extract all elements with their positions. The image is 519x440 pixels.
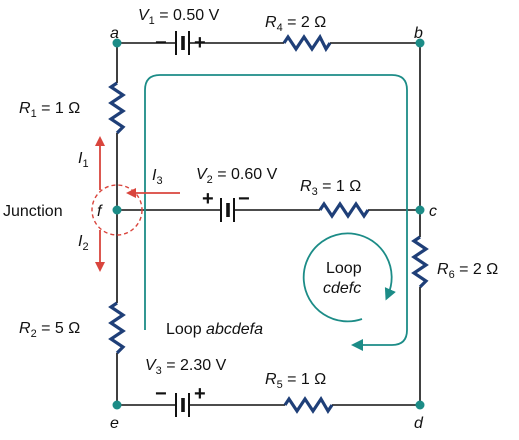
resistor-r5 bbox=[285, 399, 332, 411]
node-e bbox=[113, 401, 122, 410]
v2-minus-sign: − bbox=[238, 188, 250, 210]
r6-label: $R_6 = 2$ Ω bbox=[437, 261, 499, 281]
node-label-b: b bbox=[414, 25, 423, 42]
loop-abcdefa-label: Loop abcdefa bbox=[166, 321, 263, 338]
r5-label: $R_5 = 1$ Ω bbox=[265, 371, 327, 391]
r4-label: $R_4 = 2$ Ω bbox=[265, 14, 327, 34]
i3-label: $I_3$ bbox=[152, 167, 163, 187]
resistor-r3 bbox=[320, 204, 368, 216]
resistor-r1 bbox=[111, 83, 123, 133]
node-label-f: f bbox=[97, 203, 102, 220]
resistor-r2 bbox=[111, 303, 123, 353]
v3-label: $V_3 = 2.30$ V bbox=[145, 357, 227, 377]
v1-minus-sign: − bbox=[155, 32, 167, 54]
resistor-r4 bbox=[284, 37, 330, 49]
r3-label: $R_3 = 1$ Ω bbox=[300, 178, 362, 198]
node-d bbox=[416, 401, 425, 410]
loop-cdefc-label-line1: Loop bbox=[326, 260, 362, 277]
loop-cdefc-label-line2: cdefc bbox=[323, 280, 362, 297]
node-f bbox=[113, 206, 122, 215]
loop-cdefc-path bbox=[304, 233, 392, 321]
v2-label: $V_2 = 0.60$ V bbox=[196, 166, 278, 186]
battery-v1 bbox=[155, 31, 206, 55]
node-label-d: d bbox=[414, 415, 423, 432]
battery-v2 bbox=[202, 188, 250, 222]
v3-plus-sign: + bbox=[194, 383, 206, 405]
node-label-e: e bbox=[110, 415, 119, 432]
junction-label: Junction bbox=[3, 203, 63, 220]
v1-label: $V_1 = 0.50$ V bbox=[138, 7, 220, 27]
node-c bbox=[416, 206, 425, 215]
v2-plus-sign: + bbox=[202, 188, 214, 210]
resistor-r6 bbox=[414, 237, 426, 287]
node-label-a: a bbox=[110, 25, 119, 42]
battery-v3 bbox=[155, 383, 206, 417]
i2-label: $I_2$ bbox=[78, 233, 89, 253]
v1-plus-sign: + bbox=[194, 32, 206, 54]
v3-minus-sign: − bbox=[155, 383, 167, 405]
node-label-c: c bbox=[429, 203, 437, 220]
i1-label: $I_1$ bbox=[78, 150, 89, 170]
r1-label: $R_1 = 1$ Ω bbox=[19, 100, 81, 120]
r2-label: $R_2 = 5$ Ω bbox=[19, 320, 81, 340]
wires bbox=[117, 43, 420, 405]
